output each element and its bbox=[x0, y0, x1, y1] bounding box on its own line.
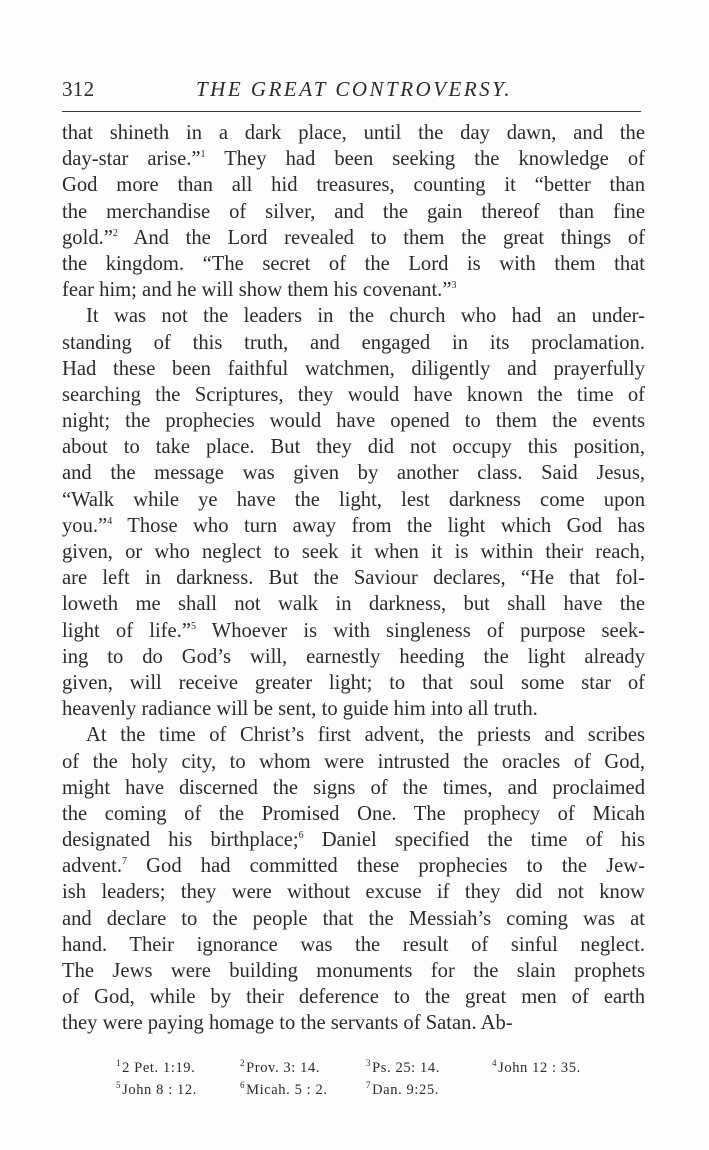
line-text: and the message was given by another class. Said Jesus, bbox=[62, 462, 645, 485]
footnote-number: 7 bbox=[366, 1080, 372, 1090]
text-line bbox=[62, 932, 645, 958]
text-line bbox=[62, 984, 645, 1010]
line-text: you.” bbox=[62, 514, 108, 537]
footnote-number: 6 bbox=[240, 1080, 246, 1090]
text-line bbox=[62, 775, 645, 801]
footnote bbox=[240, 1057, 320, 1079]
footnote-marker: 4 bbox=[107, 515, 113, 527]
line-text: given, will receive greater light; to that soul some star of bbox=[62, 671, 645, 694]
line-text: gold.” bbox=[62, 226, 113, 249]
line-text: that shineth in a dark place, until the day dawn, and the bbox=[62, 122, 645, 144]
text-line bbox=[62, 801, 645, 827]
page-header bbox=[62, 77, 640, 103]
line-text: of God, while by their deference to the great men of earth bbox=[62, 986, 645, 1009]
line-text-continued: Whoever is with singleness of purpose seek- bbox=[195, 619, 645, 642]
text-line bbox=[62, 172, 645, 198]
text-line bbox=[62, 330, 645, 356]
line-text: “Walk while ye have the light, lest darkness come upon bbox=[62, 488, 645, 511]
line-text: At the time of Christ’s first advent, the priests and scribes bbox=[86, 724, 645, 747]
line-text: day-star arise.” bbox=[62, 148, 201, 171]
line-text: searching the Scriptures, they would have known the time of bbox=[62, 383, 645, 406]
line-text: It was not the leaders in the church who had an under- bbox=[86, 305, 645, 328]
text-line bbox=[62, 1010, 645, 1036]
text-line bbox=[62, 120, 645, 146]
footnote-marker: 1 bbox=[200, 149, 206, 161]
line-text: are left in darkness. But the Saviour declares, “He that fol- bbox=[62, 567, 645, 590]
text-line bbox=[62, 513, 645, 539]
text-line bbox=[62, 749, 645, 775]
text-line bbox=[62, 251, 645, 277]
footnote-marker: 5 bbox=[190, 620, 196, 632]
footnote-marker: 7 bbox=[122, 856, 128, 868]
text-line bbox=[62, 146, 645, 172]
footnote-marker: 6 bbox=[298, 830, 304, 842]
line-text: God more than all hid treasures, counting it “better than bbox=[62, 174, 645, 197]
footnote-ref: Dan. 9:25. bbox=[372, 1082, 439, 1098]
text-line bbox=[62, 277, 645, 303]
text-line bbox=[62, 382, 645, 408]
footnote-ref: Micah. 5 : 2. bbox=[246, 1082, 328, 1098]
footnote bbox=[366, 1079, 439, 1101]
footnote-ref: John 12 : 35. bbox=[498, 1060, 581, 1076]
line-text-continued: Daniel specified the time of his bbox=[303, 829, 645, 852]
line-text: Had these been faithful watchmen, diligently and prayerfully bbox=[62, 357, 645, 380]
text-line bbox=[62, 460, 645, 486]
line-text: about to take place. But they did not occupy this position, bbox=[62, 436, 645, 459]
text-line bbox=[62, 879, 645, 905]
footnote-ref: 2 Pet. 1:19. bbox=[122, 1060, 196, 1076]
footnote-marker: 3 bbox=[451, 280, 457, 292]
text-line bbox=[62, 356, 645, 382]
line-text: standing of this truth, and engaged in its proclamation. bbox=[62, 331, 645, 354]
line-text: advent. bbox=[62, 855, 123, 878]
footnote-number: 4 bbox=[492, 1058, 498, 1068]
line-text-continued: And the Lord revealed to them the great things of bbox=[117, 226, 645, 249]
line-text: the merchandise of silver, and the gain thereof than fine bbox=[62, 200, 645, 223]
line-text: fear him; and he will show them his covenant.” bbox=[62, 279, 452, 302]
footnote bbox=[240, 1079, 328, 1101]
line-text: The Jews were building monuments for the slain prophets bbox=[62, 960, 645, 982]
line-text: loweth me shall not walk in darkness, but shall have the bbox=[62, 593, 645, 616]
footnote-number: 2 bbox=[240, 1058, 246, 1068]
line-text-continued: God had committed these prophecies to the Jew- bbox=[127, 855, 645, 878]
text-line bbox=[62, 565, 645, 591]
paragraph-2 bbox=[62, 303, 645, 722]
line-text: hand. Their ignorance was the result of sinful neglect. bbox=[62, 933, 645, 956]
body-text bbox=[62, 120, 645, 1037]
text-line bbox=[62, 958, 645, 984]
footnote bbox=[116, 1079, 197, 1101]
footnote bbox=[366, 1057, 440, 1079]
footnote-number: 3 bbox=[366, 1058, 372, 1068]
line-text-continued: Those who turn away from the light which God has bbox=[112, 514, 645, 537]
line-text: they were paying homage to the servants of Satan. Ab- bbox=[62, 1012, 513, 1035]
paragraph-3 bbox=[62, 722, 645, 1036]
running-title: THE GREAT CONTROVERSY. bbox=[196, 77, 513, 101]
line-text: the kingdom. “The secret of the Lord is with them that bbox=[62, 252, 645, 275]
text-line bbox=[62, 199, 645, 225]
footnote-ref: Prov. 3: 14. bbox=[246, 1060, 321, 1076]
text-line bbox=[62, 696, 645, 722]
text-line bbox=[62, 644, 645, 670]
line-text: designated his birthplace; bbox=[62, 829, 299, 852]
text-line bbox=[62, 225, 645, 251]
line-text: might have discerned the signs of the times, and proclaimed bbox=[62, 776, 645, 799]
line-text: light of life.” bbox=[62, 619, 191, 642]
text-line bbox=[62, 906, 645, 932]
line-text: ish leaders; they were without excuse if they did not know bbox=[62, 881, 645, 904]
paragraph-1 bbox=[62, 120, 645, 303]
text-line bbox=[62, 303, 645, 329]
line-text: ing to do God’s will, earnestly heeding the light already bbox=[62, 645, 645, 668]
text-line bbox=[62, 670, 645, 696]
text-line bbox=[62, 722, 645, 748]
text-line bbox=[62, 434, 645, 460]
footnote bbox=[492, 1057, 581, 1079]
text-line bbox=[62, 591, 645, 617]
text-line bbox=[62, 539, 645, 565]
line-text: night; the prophecies would have opened to them the events bbox=[62, 410, 645, 433]
line-text-continued: They had been seeking the knowledge of bbox=[205, 148, 646, 171]
text-line bbox=[62, 618, 645, 644]
footnote-ref: John 8 : 12. bbox=[122, 1082, 197, 1098]
footnote-ref: Ps. 25: 14. bbox=[372, 1060, 440, 1076]
text-line bbox=[62, 487, 645, 513]
text-line bbox=[62, 827, 645, 853]
line-text: heavenly radiance will be sent, to guide him into all truth. bbox=[62, 698, 538, 721]
page-number: 312 bbox=[62, 77, 95, 101]
footnote-number: 1 bbox=[116, 1058, 122, 1068]
line-text: and declare to the people that the Messiah’s coming was at bbox=[62, 907, 645, 930]
line-text: given, or who neglect to seek it when it is within their reach, bbox=[62, 541, 645, 563]
line-text: the coming of the Promised One. The prophecy of Micah bbox=[62, 802, 645, 825]
footnote-number: 5 bbox=[116, 1080, 122, 1090]
footnote-marker: 2 bbox=[112, 227, 118, 239]
line-text: of the holy city, to whom were intrusted the oracles of God, bbox=[62, 750, 645, 773]
header-rule bbox=[62, 111, 641, 112]
text-line bbox=[62, 408, 645, 434]
text-line bbox=[62, 853, 645, 879]
footnote bbox=[116, 1057, 195, 1079]
